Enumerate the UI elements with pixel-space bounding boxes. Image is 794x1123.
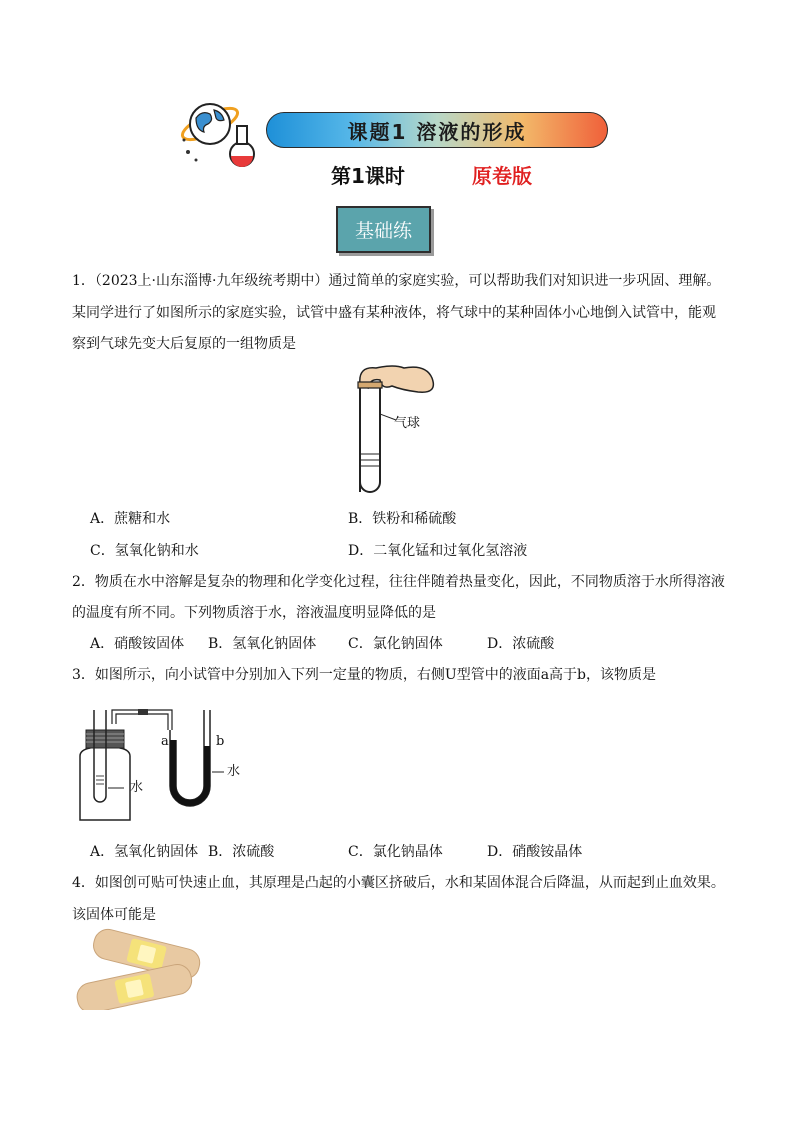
u-tube-water-label: 水 [227, 764, 241, 779]
q3-option-a[interactable]: A．氢氧化钠固体 [90, 844, 199, 860]
q2-option-a[interactable]: A．硝酸铵固体 [90, 636, 185, 652]
q2-option-b[interactable]: B．氢氧化钠固体 [208, 636, 317, 652]
balloon-label: 气球 [394, 416, 421, 431]
version-label: 原卷版 [472, 164, 532, 188]
q3-option-c[interactable]: C．氯化钠晶体 [348, 844, 443, 860]
q1-option-b[interactable]: B．铁粉和稀硫酸 [348, 511, 457, 527]
test-tube-balloon-figure [340, 362, 450, 498]
q3-option-b[interactable]: B．浓硫酸 [208, 844, 275, 860]
section-title: 基础练 [354, 220, 412, 242]
q1-option-c[interactable]: C．氢氧化钠和水 [90, 543, 199, 559]
section-badge [336, 206, 431, 253]
bandage-image [72, 928, 212, 1010]
q4-line-1: 4．如图创可贴可快速止血，其原理是凸起的小囊区挤破后，水和某固体混合后降温，从而起到止血效果。 [72, 875, 725, 891]
q1-line-1: 1．（2023上·山东淄博·九年级统考期中）通过简单的家庭实验，可以帮助我们对知识进一步巩固、理解。 [72, 273, 721, 289]
q2-line-2: 的温度有所不同。下列物质溶于水，溶液温度明显降低的是 [72, 605, 436, 621]
q1-line-2: 某同学进行了如图所示的家庭实验，试管中盛有某种液体，将气球中的某种固体小心地倒入试管中，能观 [72, 305, 716, 321]
q1-option-a[interactable]: A．蔗糖和水 [90, 511, 171, 527]
u-tube-label-a: a [161, 734, 169, 749]
chemistry-logo-icon [178, 96, 262, 168]
q1-line-3: 察到气球先变大后复原的一组物质是 [72, 336, 296, 352]
page-title: 课题1 溶液的形成 [347, 119, 527, 144]
test-tube-water-label: 水 [130, 780, 144, 795]
u-tube-label-b: b [216, 734, 225, 749]
q3-line-1: 3．如图所示，向小试管中分别加入下列一定量的物质，右侧U型管中的液面a高于b，该物质是 [72, 667, 657, 683]
q4-line-2: 该固体可能是 [72, 907, 156, 923]
title-banner [266, 112, 608, 148]
q3-option-d[interactable]: D．硝酸铵晶体 [487, 844, 583, 860]
q1-option-d[interactable]: D．二氧化锰和过氧化氢溶液 [348, 543, 528, 559]
u-tube-apparatus-figure [72, 700, 262, 824]
q2-option-d[interactable]: D．浓硫酸 [487, 636, 555, 652]
lesson-label: 第1课时 [331, 164, 405, 188]
q2-line-1: 2．物质在水中溶解是复杂的物理和化学变化过程，往往伴随着热量变化，因此，不同物质溶于水所得溶液 [72, 574, 725, 590]
q2-option-c[interactable]: C．氯化钠固体 [348, 636, 443, 652]
